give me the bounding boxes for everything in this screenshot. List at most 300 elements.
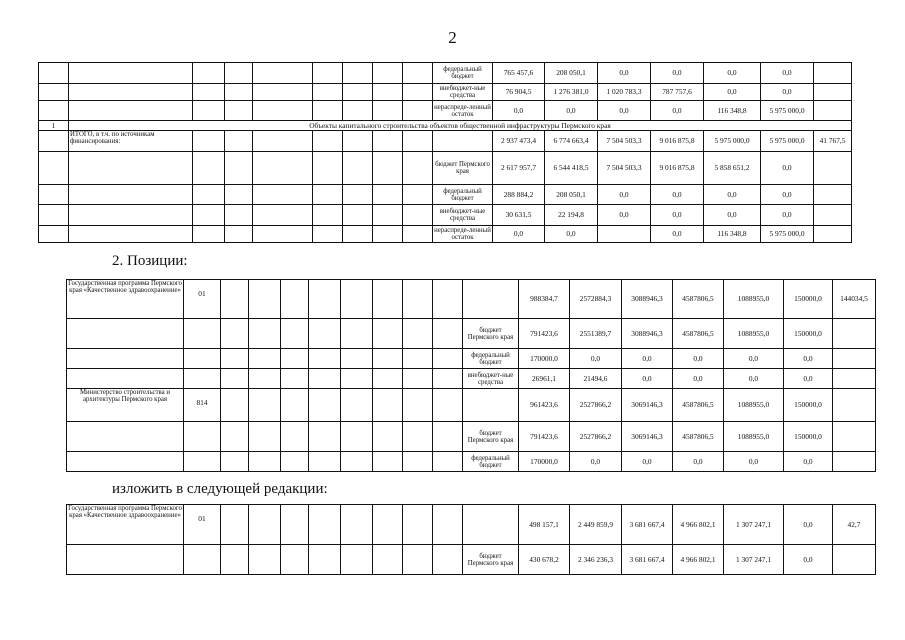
value-cell: [833, 349, 876, 369]
empty-cell: [313, 152, 343, 185]
value-cell: 144034,5: [833, 280, 876, 319]
empty-cell: [184, 452, 221, 472]
value-cell: 9 016 875,8: [651, 131, 704, 152]
empty-cell: [221, 349, 249, 369]
value-cell: 791423,6: [519, 319, 570, 349]
positions-table: [66, 279, 876, 472]
value-cell: 0,0: [493, 101, 545, 121]
value-cell: 170000,0: [519, 452, 570, 472]
value-cell: 150000,0: [784, 389, 833, 422]
empty-cell: [343, 152, 373, 185]
source-cell: федеральный бюджет: [433, 185, 493, 205]
value-cell: 3088946,3: [622, 280, 673, 319]
empty-cell: [341, 545, 373, 575]
empty-cell: [343, 101, 373, 121]
empty-cell: [373, 185, 403, 205]
value-cell: 4587806,5: [673, 280, 724, 319]
value-cell: 0,0: [784, 452, 833, 472]
empty-cell: [67, 349, 184, 369]
table-row: [39, 63, 852, 84]
empty-cell: [69, 84, 193, 101]
table-row: [67, 319, 876, 349]
value-cell: 2551389,7: [570, 319, 622, 349]
table-row: [39, 121, 852, 131]
empty-cell: [39, 152, 69, 185]
empty-cell: [253, 101, 313, 121]
empty-cell: [193, 205, 225, 226]
value-cell: 0,0: [622, 369, 673, 389]
empty-cell: [225, 205, 253, 226]
empty-cell: [249, 545, 281, 575]
empty-cell: [184, 369, 221, 389]
value-cell: 1088955,0: [724, 422, 784, 452]
table-row: [39, 131, 852, 152]
empty-cell: [403, 452, 433, 472]
empty-cell: [69, 226, 193, 243]
value-cell: 42,7: [833, 505, 876, 545]
value-cell: 208 050,1: [545, 63, 598, 84]
empty-cell: [343, 185, 373, 205]
value-cell: 0,0: [622, 349, 673, 369]
empty-cell: [253, 205, 313, 226]
value-cell: 961423,6: [519, 389, 570, 422]
value-cell: 2 346 236,3: [570, 545, 622, 575]
value-cell: 26961,1: [519, 369, 570, 389]
empty-cell: [69, 205, 193, 226]
value-cell: 5 975 000,0: [761, 131, 814, 152]
value-cell: 0,0: [673, 349, 724, 369]
empty-cell: [225, 226, 253, 243]
program-code: 01: [184, 505, 221, 545]
value-cell: 4587806,5: [673, 422, 724, 452]
empty-cell: [403, 280, 433, 319]
value-cell: 0,0: [724, 369, 784, 389]
empty-cell: [225, 101, 253, 121]
source-cell: бюджет Пермского края: [463, 545, 519, 575]
empty-cell: [373, 280, 403, 319]
empty-cell: [309, 369, 341, 389]
value-cell: 30 631,5: [493, 205, 545, 226]
empty-cell: [313, 63, 343, 84]
value-cell: [833, 319, 876, 349]
program-name: Министерство строительства и архитектуры Пермского края: [67, 389, 184, 422]
empty-cell: [67, 319, 184, 349]
empty-cell: [221, 545, 249, 575]
table-row: [67, 505, 876, 545]
program-code: 01: [184, 280, 221, 319]
empty-cell: [341, 505, 373, 545]
table-row: [67, 280, 876, 319]
empty-cell: [403, 63, 433, 84]
value-cell: 0,0: [761, 152, 814, 185]
empty-cell: [433, 319, 463, 349]
value-cell: 0,0: [761, 84, 814, 101]
source-cell: федеральный бюджет: [463, 349, 519, 369]
value-cell: 0,0: [724, 452, 784, 472]
value-cell: 0,0: [784, 505, 833, 545]
empty-cell: [225, 185, 253, 205]
value-cell: 0,0: [673, 452, 724, 472]
empty-cell: [433, 349, 463, 369]
value-cell: 0,0: [598, 101, 651, 121]
value-cell: 0,0: [761, 205, 814, 226]
empty-cell: [403, 349, 433, 369]
source-cell: бюджет Пермского края: [463, 422, 519, 452]
table-row: [67, 389, 876, 422]
value-cell: 1 307 247,1: [724, 505, 784, 545]
empty-cell: [225, 131, 253, 152]
value-cell: 0,0: [761, 63, 814, 84]
empty-cell: [373, 84, 403, 101]
value-cell: 0,0: [651, 63, 704, 84]
empty-cell: [373, 319, 403, 349]
value-cell: 116 348,8: [704, 226, 761, 243]
value-cell: 116 348,8: [704, 101, 761, 121]
empty-cell: [313, 226, 343, 243]
program-name: Государственная программа Пермского края «Качественное здравоохранение»: [67, 280, 184, 319]
empty-cell: [403, 205, 433, 226]
value-cell: 0,0: [545, 226, 598, 243]
empty-cell: [281, 319, 309, 349]
empty-cell: [433, 389, 463, 422]
empty-cell: [69, 63, 193, 84]
value-cell: 2 937 473,4: [493, 131, 545, 152]
value-cell: 988384,7: [519, 280, 570, 319]
empty-cell: [221, 505, 249, 545]
value-cell: 1088955,0: [724, 280, 784, 319]
value-cell: 150000,0: [784, 422, 833, 452]
empty-cell: [39, 131, 69, 152]
value-cell: 150000,0: [784, 280, 833, 319]
value-cell: 2 617 957,7: [493, 152, 545, 185]
empty-cell: [373, 152, 403, 185]
empty-cell: [403, 84, 433, 101]
source-cell: внебюджет-ные средства: [463, 369, 519, 389]
value-cell: [598, 226, 651, 243]
group-title: Объекты капитального строительства объектов общественной инфраструктуры Пермского края: [69, 121, 852, 131]
empty-cell: [403, 545, 433, 575]
value-cell: 2572884,3: [570, 280, 622, 319]
empty-cell: [343, 131, 373, 152]
empty-cell: [39, 84, 69, 101]
value-cell: 0,0: [673, 369, 724, 389]
value-cell: 1 020 783,3: [598, 84, 651, 101]
source-cell: бюджет Пермского края: [463, 319, 519, 349]
empty-cell: [343, 226, 373, 243]
empty-cell: [39, 101, 69, 121]
empty-cell: [249, 349, 281, 369]
empty-cell: [433, 452, 463, 472]
value-cell: 4 966 802,1: [673, 505, 724, 545]
empty-cell: [249, 422, 281, 452]
source-cell: федеральный бюджет: [463, 452, 519, 472]
empty-cell: [433, 131, 493, 152]
empty-cell: [373, 226, 403, 243]
empty-cell: [253, 84, 313, 101]
empty-cell: [373, 389, 403, 422]
value-cell: 0,0: [724, 349, 784, 369]
value-cell: 0,0: [570, 452, 622, 472]
empty-cell: [281, 422, 309, 452]
empty-cell: [403, 185, 433, 205]
empty-cell: [193, 84, 225, 101]
empty-cell: [39, 205, 69, 226]
table-row: [39, 84, 852, 101]
value-cell: 7 504 503,3: [598, 152, 651, 185]
value-cell: 76 904,5: [493, 84, 545, 101]
table-row: [67, 422, 876, 452]
positions-heading: 2. Позиции:: [112, 253, 188, 269]
empty-cell: [69, 185, 193, 205]
empty-cell: [309, 280, 341, 319]
value-cell: 0,0: [784, 545, 833, 575]
value-cell: 3 681 667,4: [622, 505, 673, 545]
empty-cell: [313, 205, 343, 226]
value-cell: 288 884,2: [493, 185, 545, 205]
empty-cell: [221, 319, 249, 349]
empty-cell: [373, 205, 403, 226]
empty-cell: [309, 452, 341, 472]
empty-cell: [193, 101, 225, 121]
value-cell: 0,0: [598, 63, 651, 84]
empty-cell: [39, 63, 69, 84]
value-cell: 4 966 802,1: [673, 545, 724, 575]
empty-cell: [249, 505, 281, 545]
empty-cell: [69, 101, 193, 121]
empty-cell: [341, 452, 373, 472]
total-label: ИТОГО, в т.ч. по источникам финансирования:: [69, 131, 193, 152]
empty-cell: [309, 349, 341, 369]
empty-cell: [39, 226, 69, 243]
empty-cell: [373, 131, 403, 152]
empty-cell: [309, 319, 341, 349]
empty-cell: [309, 422, 341, 452]
group-number: 1: [39, 121, 69, 131]
value-cell: 41 767,5: [814, 131, 852, 152]
empty-cell: [403, 369, 433, 389]
empty-cell: [67, 422, 184, 452]
empty-cell: [373, 505, 403, 545]
edit-table: [66, 504, 876, 575]
empty-cell: [281, 369, 309, 389]
empty-cell: [373, 369, 403, 389]
empty-cell: [193, 131, 225, 152]
empty-cell: [313, 84, 343, 101]
value-cell: 430 678,2: [519, 545, 570, 575]
empty-cell: [184, 319, 221, 349]
empty-cell: [39, 185, 69, 205]
empty-cell: [67, 545, 184, 575]
empty-cell: [313, 131, 343, 152]
table-row: [67, 452, 876, 472]
empty-cell: [373, 349, 403, 369]
page-number: 2: [448, 28, 457, 47]
value-cell: [814, 226, 852, 243]
value-cell: 0,0: [545, 101, 598, 121]
table-row: [67, 349, 876, 369]
value-cell: 4587806,5: [673, 389, 724, 422]
value-cell: 498 157,1: [519, 505, 570, 545]
empty-cell: [193, 63, 225, 84]
table-row: [67, 545, 876, 575]
value-cell: 3069146,3: [622, 389, 673, 422]
empty-cell: [373, 63, 403, 84]
empty-cell: [313, 101, 343, 121]
empty-cell: [403, 389, 433, 422]
empty-cell: [221, 280, 249, 319]
empty-cell: [373, 101, 403, 121]
empty-cell: [341, 319, 373, 349]
value-cell: 1 276 381,0: [545, 84, 598, 101]
value-cell: [833, 389, 876, 422]
value-cell: [814, 101, 852, 121]
empty-cell: [309, 505, 341, 545]
table-row: [39, 152, 852, 185]
source-cell: внебюджет-ные средства: [433, 205, 493, 226]
value-cell: 3069146,3: [622, 422, 673, 452]
value-cell: [814, 205, 852, 226]
table-row: [39, 101, 852, 121]
empty-cell: [403, 152, 433, 185]
empty-cell: [225, 84, 253, 101]
value-cell: 0,0: [570, 349, 622, 369]
value-cell: 0,0: [598, 185, 651, 205]
empty-cell: [463, 389, 519, 422]
source-cell: нераспреде-ленный остаток: [434, 227, 491, 241]
empty-cell: [373, 545, 403, 575]
empty-cell: [373, 422, 403, 452]
empty-cell: [281, 545, 309, 575]
value-cell: 0,0: [784, 349, 833, 369]
value-cell: 0,0: [651, 185, 704, 205]
empty-cell: [433, 545, 463, 575]
value-cell: 7 504 503,3: [598, 131, 651, 152]
value-cell: 1088955,0: [724, 389, 784, 422]
edit-heading: изложить в следующей редакции:: [112, 481, 328, 497]
value-cell: 0,0: [651, 226, 704, 243]
empty-cell: [249, 389, 281, 422]
empty-cell: [343, 63, 373, 84]
empty-cell: [225, 152, 253, 185]
value-cell: 208 050,1: [545, 185, 598, 205]
empty-cell: [253, 63, 313, 84]
empty-cell: [193, 152, 225, 185]
table-row: [39, 185, 852, 205]
value-cell: [814, 185, 852, 205]
value-cell: 4587806,5: [673, 319, 724, 349]
value-cell: 2 449 859,9: [570, 505, 622, 545]
empty-cell: [184, 349, 221, 369]
empty-cell: [313, 185, 343, 205]
source-cell: бюджет Пермского края: [433, 152, 493, 185]
source-cell: нераспреде-ленный остаток: [433, 101, 493, 121]
empty-cell: [341, 422, 373, 452]
empty-cell: [253, 152, 313, 185]
empty-cell: [403, 226, 433, 243]
objects-table: [38, 62, 852, 243]
empty-cell: [403, 319, 433, 349]
value-cell: 0,0: [651, 101, 704, 121]
empty-cell: [221, 422, 249, 452]
value-cell: 0,0: [493, 226, 545, 243]
empty-cell: [249, 280, 281, 319]
value-cell: 791423,6: [519, 422, 570, 452]
empty-cell: [403, 505, 433, 545]
empty-cell: [403, 422, 433, 452]
empty-cell: [281, 389, 309, 422]
value-cell: 3088946,3: [622, 319, 673, 349]
empty-cell: [249, 319, 281, 349]
value-cell: 150000,0: [784, 319, 833, 349]
empty-cell: [463, 280, 519, 319]
value-cell: [814, 152, 852, 185]
empty-cell: [463, 505, 519, 545]
program-name: Государственная программа Пермского края «Качественное здравоохранение»: [67, 505, 184, 545]
value-cell: 765 457,6: [493, 63, 545, 84]
value-cell: 3 681 667,4: [622, 545, 673, 575]
empty-cell: [309, 389, 341, 422]
value-cell: [833, 452, 876, 472]
empty-cell: [341, 369, 373, 389]
empty-cell: [193, 226, 225, 243]
empty-cell: [67, 452, 184, 472]
value-cell: 5 858 651,2: [704, 152, 761, 185]
value-cell: [814, 84, 852, 101]
value-cell: 0,0: [704, 205, 761, 226]
empty-cell: [281, 349, 309, 369]
value-cell: 5 975 000,0: [761, 226, 814, 243]
empty-cell: [343, 205, 373, 226]
source-cell: внебюджет-ные средства: [433, 84, 493, 101]
empty-cell: [433, 280, 463, 319]
empty-cell: [249, 369, 281, 389]
empty-cell: [193, 185, 225, 205]
value-cell: 2527866,2: [570, 389, 622, 422]
empty-cell: [225, 63, 253, 84]
empty-cell: [281, 452, 309, 472]
value-cell: [833, 422, 876, 452]
value-cell: 0,0: [784, 369, 833, 389]
source-cell: федеральный бюджет: [433, 63, 493, 84]
program-code: 814: [184, 389, 221, 422]
empty-cell: [403, 131, 433, 152]
value-cell: 6 774 663,4: [545, 131, 598, 152]
empty-cell: [433, 422, 463, 452]
table-row: [67, 369, 876, 389]
empty-cell: [403, 101, 433, 121]
value-cell: [833, 369, 876, 389]
empty-cell: [341, 349, 373, 369]
empty-cell: [253, 131, 313, 152]
value-cell: [833, 545, 876, 575]
empty-cell: [433, 369, 463, 389]
value-cell: 1088955,0: [724, 319, 784, 349]
value-cell: [814, 63, 852, 84]
value-cell: 5 975 000,0: [761, 101, 814, 121]
empty-cell: [281, 280, 309, 319]
value-cell: 0,0: [598, 205, 651, 226]
empty-cell: [373, 452, 403, 472]
value-cell: 9 016 875,8: [651, 152, 704, 185]
empty-cell: [221, 369, 249, 389]
empty-cell: [253, 185, 313, 205]
value-cell: 0,0: [651, 205, 704, 226]
value-cell: 2527866,2: [570, 422, 622, 452]
empty-cell: [184, 545, 221, 575]
value-cell: 21494,6: [570, 369, 622, 389]
value-cell: 787 757,6: [651, 84, 704, 101]
value-cell: 0,0: [622, 452, 673, 472]
